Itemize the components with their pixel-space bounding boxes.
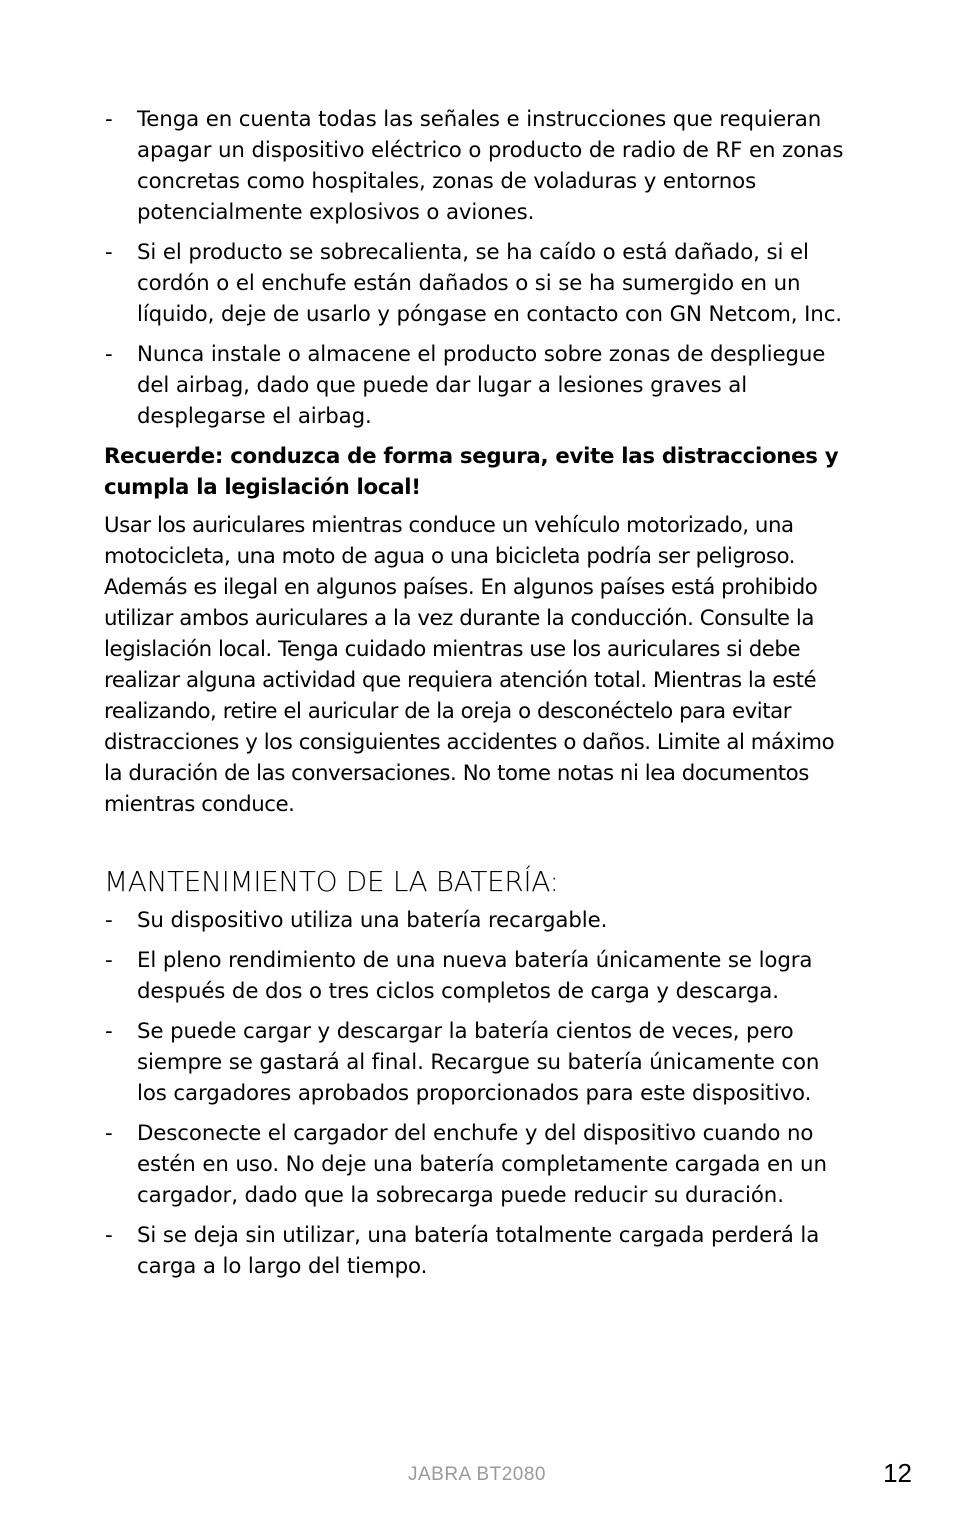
page-content (104, 104, 849, 1291)
list-dash: - (105, 107, 113, 132)
list-item-text: Si el producto se sobrecalienta, se ha caído o está dañado, si el cordón o el enchufe están dañados o si se ha sumergido en un líquido, deje de usarlo y póngase en contacto con GN Netcom, Inc. (137, 240, 842, 327)
list-item-text: Se puede cargar y descargar la batería cientos de veces, pero siempre se gastará al final. Recargue su batería únicamente con los cargadores aprobados proporcionados para este dispositivo. (137, 1019, 820, 1106)
driving-safety-note: Recuerde: conduzca de forma segura, evite las distracciones y cumpla la legislación local! (104, 444, 839, 500)
list-item (104, 1118, 849, 1211)
page-number: 12 (883, 1458, 912, 1488)
list-item (104, 237, 849, 330)
section-heading: MANTENIMIENTO DE LA BATERÍA: (104, 865, 559, 898)
list-dash: - (105, 1019, 113, 1044)
list-item-text: Desconecte el cargador del enchufe y del dispositivo cuando no estén en uso. No deje una batería completamente cargada en un cargador, dado que la sobrecarga puede reducir su duración. (137, 1121, 827, 1208)
list-item-text: El pleno rendimiento de una nueva batería únicamente se logra después de dos o tres ciclos completos de carga y descarga. (137, 948, 813, 1004)
list-dash: - (105, 908, 113, 933)
list-dash: - (105, 948, 113, 973)
footer-product-name: JABRA BT2080 (407, 1464, 547, 1485)
list-item (104, 339, 849, 432)
list-dash: - (105, 342, 113, 367)
list-item (104, 905, 849, 936)
list-item-text: Nunca instale o almacene el producto sobre zonas de despliegue del airbag, dado que puede dar lugar a lesiones graves al desplegarse el airbag. (137, 342, 826, 429)
driving-paragraph: Usar los auriculares mientras conduce un vehículo motorizado, una motocicleta, una moto de agua o una bicicleta podría ser peligroso. Además es ilegal en algunos países. En algunos países está prohibido utilizar ambos auriculares a la vez durante la conducción. Consulte la legislación local. Tenga cuidado mientras use los auriculares si debe realizar alguna actividad que requiera atención total. Mientras la esté realizando, retire el auricular de la oreja o desconéctelo para evitar distracciones y los consiguientes accidentes o daños. Limite al máximo la duración de las conversaciones. No tome notas ni lea documentos mientras conduce. (104, 513, 835, 817)
list-item-text: Tenga en cuenta todas las señales e instrucciones que requieran apagar un dispositivo eléctrico o producto de radio de RF en zonas concretas como hospitales, zonas de voladuras y entornos potencialmente explosivos o aviones. (137, 107, 844, 225)
list-item (104, 1016, 849, 1109)
safety-list (104, 104, 849, 432)
list-item (104, 945, 849, 1007)
list-item-text: Su dispositivo utiliza una batería recargable. (137, 908, 608, 933)
list-dash: - (105, 240, 113, 265)
list-dash: - (105, 1223, 113, 1248)
list-dash: - (105, 1121, 113, 1146)
list-item-text: Si se deja sin utilizar, una batería totalmente cargada perderá la carga a lo largo del tiempo. (137, 1223, 820, 1279)
list-item (104, 1220, 849, 1282)
battery-list (104, 905, 849, 1282)
list-item (104, 104, 849, 228)
